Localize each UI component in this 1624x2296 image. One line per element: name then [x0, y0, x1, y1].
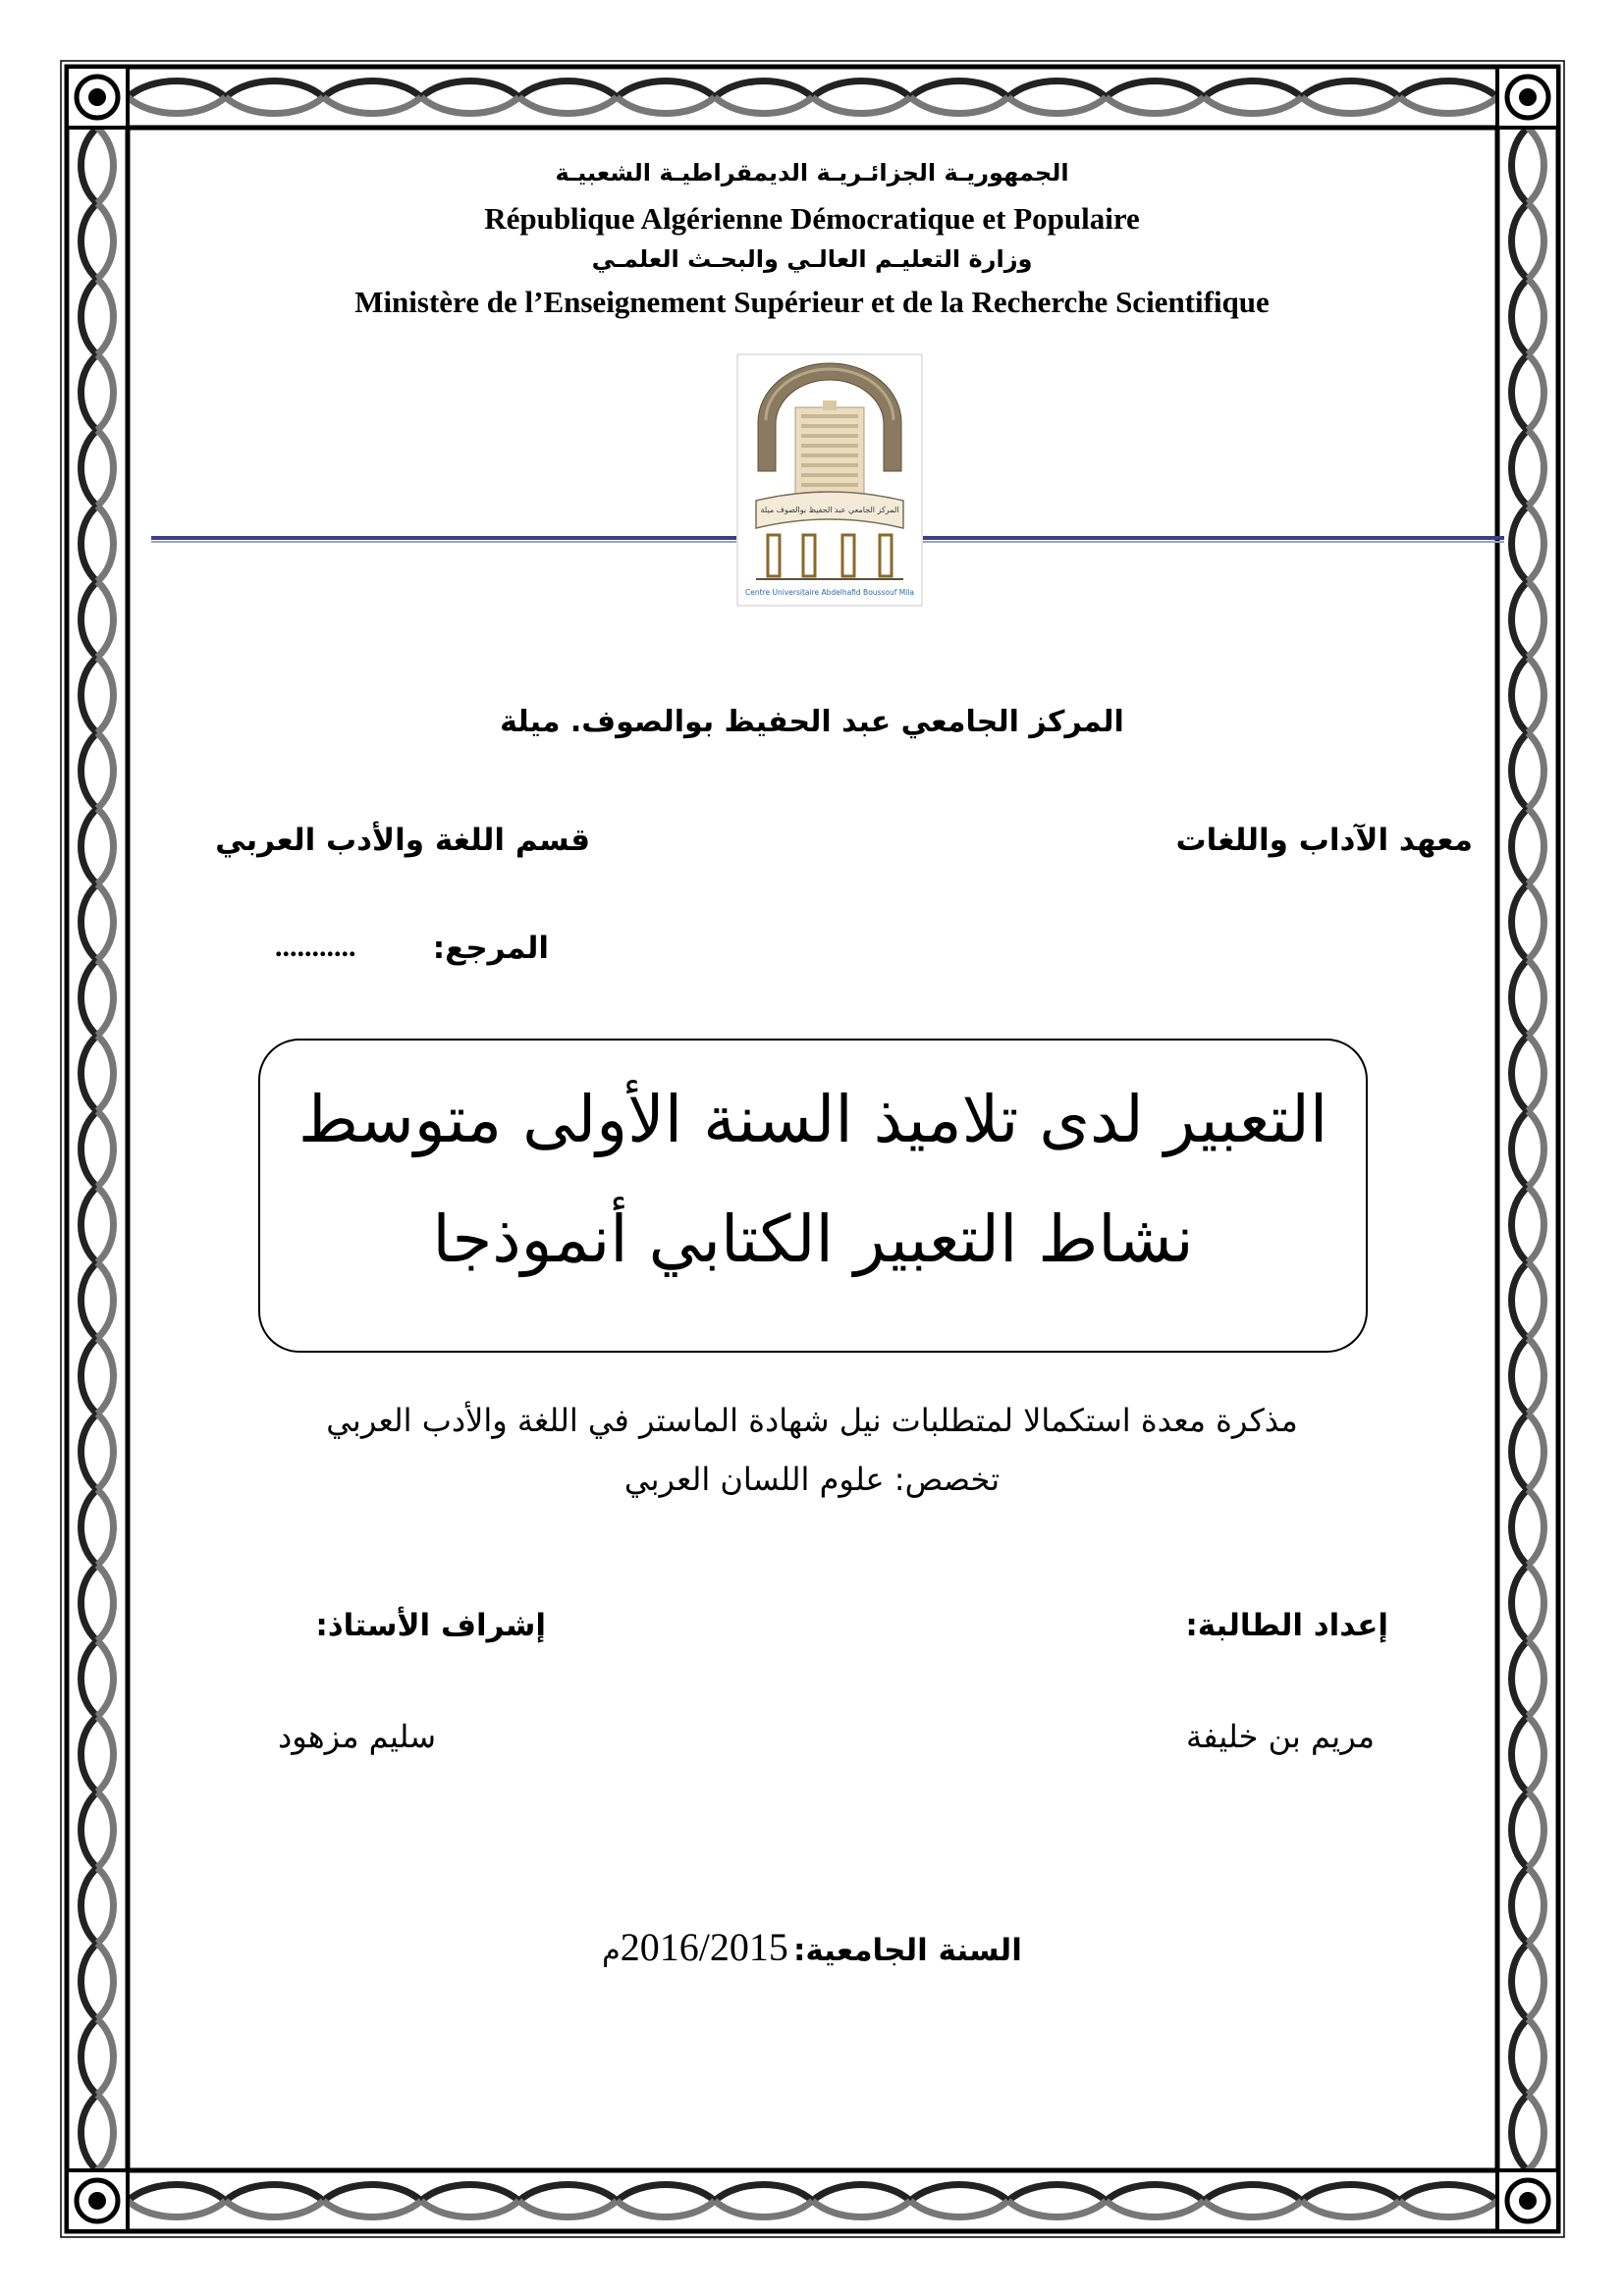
department-name: قسم اللغة والأدب العربي — [215, 823, 590, 858]
academic-year — [0, 1924, 1624, 1970]
republic-arabic: الجمهوريـة الجزائـريـة الديمقراطيـة الشعبيـة — [555, 159, 1069, 187]
thesis-title-line-1: التعبير لدى تلاميذ السنة الأولى متوسط — [298, 1082, 1328, 1157]
logo-arabic-text: المركز الجامعي عبد الحفيظ بوالصوف ميلة — [760, 506, 899, 514]
logo-caption: Centre Universitaire Abdelhafid Boussouf Mila — [745, 588, 914, 597]
thesis-title-box — [258, 1039, 1368, 1353]
student-label: إعداد الطالبة: — [1185, 1608, 1388, 1643]
institute-name: معهد الآداب واللغات — [1175, 823, 1473, 858]
thesis-specialty: تخصص: علوم اللسان العربي — [623, 1461, 1001, 1498]
ministry-french: Ministère de l’Enseignement Supérieur et de la Recherche Scientifique — [354, 285, 1270, 319]
thesis-purpose: مذكرة معدة استكمالا لمتطلبات نيل شهادة الماستر في اللغة والأدب العربي — [326, 1402, 1298, 1439]
university-logo — [736, 353, 923, 607]
academic-year-suffix: م — [602, 1934, 621, 1968]
university-building-logo-icon — [736, 353, 923, 607]
student-name: مريم بن خليفة — [1186, 1718, 1375, 1755]
center-name: المركز الجامعي عبد الحفيظ بوالصوف. ميلة — [500, 705, 1124, 739]
ministry-arabic: وزارة التعليـم العالـي والبحـث العلمـي — [591, 245, 1033, 273]
academic-year-value: 2016/2015 — [620, 1925, 788, 1969]
supervisor-name: سليم مزهود — [278, 1718, 436, 1755]
reference-value: ........... — [275, 931, 356, 963]
reference-label: المرجع: — [432, 931, 549, 966]
supervisor-label: إشراف الأستاذ: — [315, 1608, 546, 1643]
republic-french: République Algérienne Démocratique et Populaire — [484, 201, 1140, 236]
academic-year-label: السنة الجامعية: — [792, 1933, 1022, 1968]
thesis-title-line-2: نشاط التعبير الكتابي أنموذجا — [432, 1201, 1194, 1277]
